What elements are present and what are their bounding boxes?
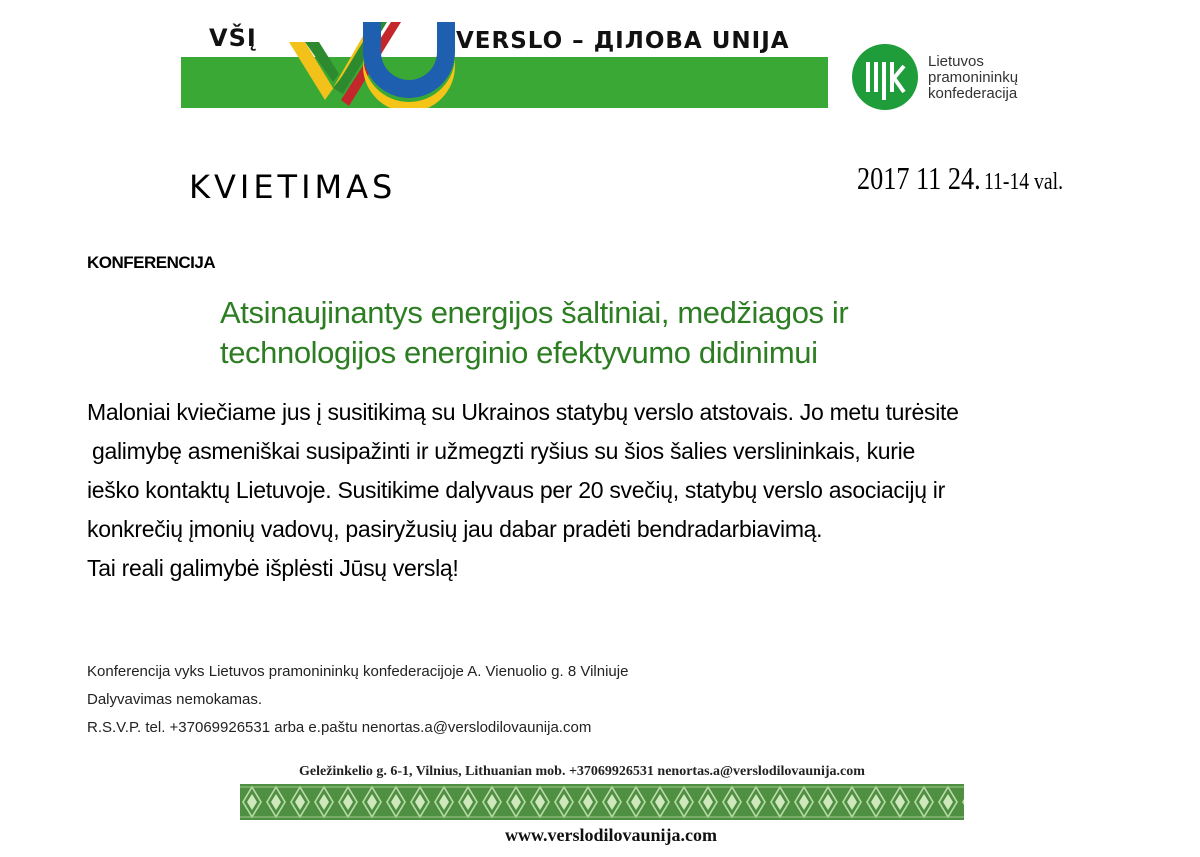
partner-name-line: Lietuvos bbox=[928, 53, 984, 70]
conference-headline bbox=[220, 293, 1040, 373]
partner-name-line: pramonininkų bbox=[928, 69, 1019, 86]
footer-contact: Geležinkelio g. 6-1, Vilnius, Lithuanian mob. +37069926531 nenortas.a@verslodilovaunija.com bbox=[299, 764, 865, 779]
invitation-title: KVIETIMAS bbox=[189, 168, 397, 206]
ornament-band-icon bbox=[240, 784, 964, 820]
body-line: Tai reali galimybė išplėsti Jūsų verslą! bbox=[87, 555, 459, 581]
org-banner bbox=[181, 0, 828, 108]
venue-line: Konferencija vyks Lietuvos pramonininkų konfederacijoje A. Vienuolio g. 8 Vilniuje bbox=[87, 663, 629, 680]
partner-name-line: konfederacija bbox=[928, 85, 1018, 102]
event-details bbox=[87, 658, 628, 742]
footer-website: www.verslodilovaunija.com bbox=[505, 825, 718, 845]
banner-org-name: VERSLO – ДІЛОВА UNIJA bbox=[456, 28, 790, 54]
rsvp-line: R.S.V.P. tel. +37069926531 arba e.paštu nenortas.a@verslodilovaunija.com bbox=[87, 719, 592, 736]
partner-name bbox=[928, 54, 1018, 102]
body-line: ieško kontaktų Lietuvoje. Susitikime dalyvaus per 20 svečių, statybų verslo asociacijų ir bbox=[87, 477, 945, 503]
headline-line: technologijos energinio efektyvumo didinimui bbox=[220, 335, 818, 370]
invitation-body bbox=[87, 393, 1147, 588]
event-date-time: 11-14 val. bbox=[983, 169, 1064, 195]
lpk-logo-icon bbox=[852, 44, 918, 110]
vu-emblem-icon bbox=[279, 22, 459, 108]
fee-line: Dalyvavimas nemokamas. bbox=[87, 691, 263, 708]
headline-line: Atsinaujinantys energijos šaltiniai, medžiagos ir bbox=[220, 295, 849, 330]
event-date-day: 2017 11 24. bbox=[857, 160, 981, 196]
body-line: galimybę asmeniškai susipažinti ir užmegzti ryšius su šios šalies verslininkais, kurie bbox=[92, 438, 915, 464]
body-line: konkrečių įmonių vadovų, pasiryžusių jau dabar pradėti bendradarbiavimą. bbox=[87, 516, 823, 542]
section-label: KONFERENCIJA bbox=[87, 253, 216, 272]
banner-org-prefix: VŠĮ bbox=[209, 24, 257, 52]
body-line: Maloniai kviečiame jus į susitikimą su Ukrainos statybų verslo atstovais. Jo metu turėsite bbox=[87, 399, 959, 425]
event-date bbox=[857, 160, 1063, 197]
